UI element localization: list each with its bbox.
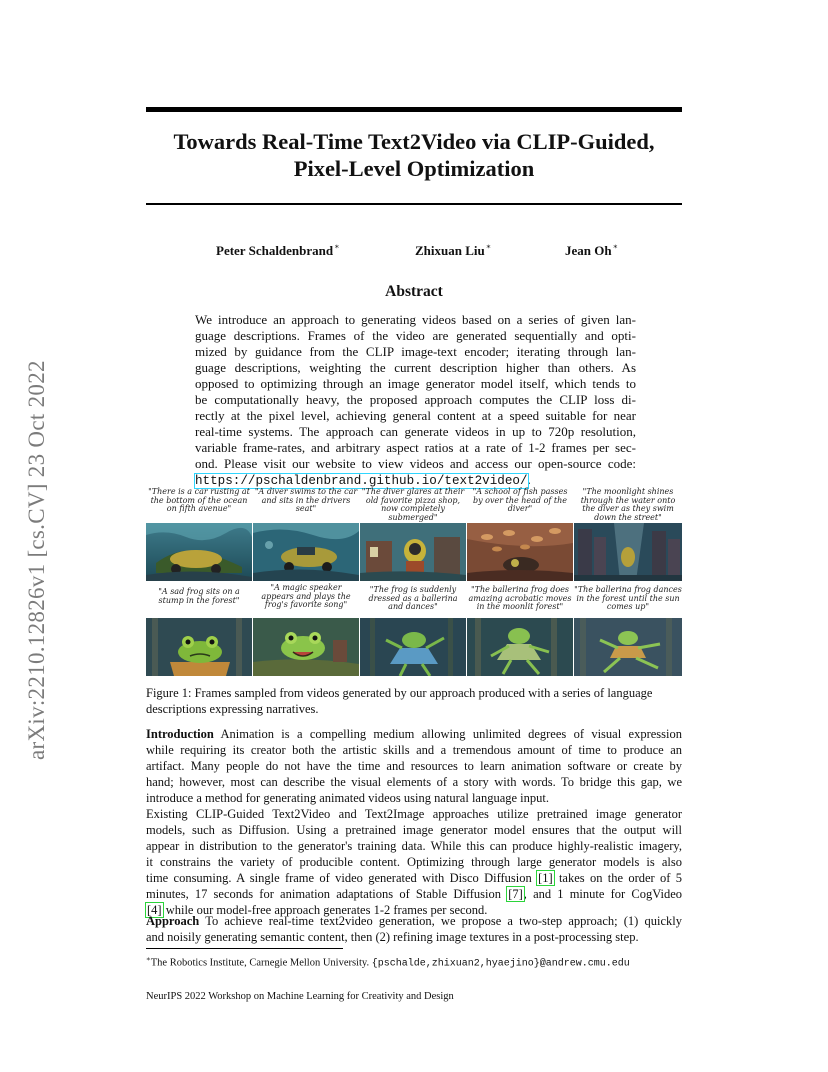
intro-text: Animation is a compelling medium allowing unlimited degrees of visual expression: [213, 727, 682, 741]
frame-caption: "The ballerina frog does amazing acrobatic moves in the moonlit forest": [468, 585, 572, 611]
citation-link[interactable]: [7]: [508, 887, 523, 901]
footnote: [146, 953, 682, 971]
video-frame-frog-acrobatic: [467, 618, 573, 676]
abstract-line: mized by guidance from the CLIP image-text encoder; iterating through lan-: [195, 344, 636, 359]
approach-line: and noisily generating semantic content, then (2) refining image textures in a post-processing step.: [146, 930, 639, 944]
figure-1-caption: Figure 1: Frames sampled from videos generated by our approach produced with a series of language descriptions expressing narratives.: [146, 686, 653, 716]
existing-work-paragraph: [146, 806, 682, 918]
video-frame-diver-car: [253, 523, 359, 581]
author-mark: ∗: [334, 242, 340, 251]
author-mark: ∗: [612, 242, 619, 251]
abstract-line: ond. Please visit our website to view videos and access our open-source code:: [195, 456, 636, 471]
frame-caption: "There is a car rusting at the bottom of the ocean on fifth avenue": [148, 487, 250, 513]
intro-line: hand; however, most can describe the visual elements of a story with words. To bridge this gap, we: [146, 775, 682, 789]
author-name: Zhixuan Liu: [415, 243, 485, 258]
paper-title: [146, 128, 682, 182]
intro-paragraph: [146, 726, 682, 806]
author-3: [565, 243, 618, 259]
video-frame-sad-frog: [146, 618, 252, 676]
video-frame-fish-school: [467, 523, 573, 581]
abstract-line: variable frame-rates, and arbitrary aspect ratios at a rate of 1-2 frames per sec-: [195, 440, 636, 455]
frame-caption: "The moonlight shines through the water onto the diver as they swim down the street": [580, 487, 676, 522]
abstract-line: opposed to optimizing through an image generator model itself, which tends to: [195, 376, 636, 391]
body-text: , and 1 minute for CogVideo: [523, 887, 682, 901]
title-top-rule: [146, 107, 682, 112]
video-frame-frog-speaker: [253, 618, 359, 676]
body-line: it constrains the variety of producible content. Optimizing through large generator models is also: [146, 855, 682, 869]
citation-link[interactable]: [4]: [147, 903, 162, 917]
body-line: models, such as Diffusion. Using a pretrained image generator model ensures that the output will: [146, 823, 682, 837]
abstract-heading: Abstract: [385, 283, 443, 300]
citation-link[interactable]: [1]: [538, 871, 553, 885]
video-frame-car-underwater: [146, 523, 252, 581]
frame-caption: "A magic speaker appears and plays the frog's favorite song": [261, 583, 351, 609]
author-2: [415, 243, 491, 259]
venue-line: NeurIPS 2022 Workshop on Machine Learning for Creativity and Design: [146, 991, 454, 1002]
abstract-line: guage descriptions. Frames of the video are generated sequentially and opti-: [195, 328, 636, 343]
body-text: minutes, 17 seconds for animation adaptations of Stable Diffusion: [146, 887, 508, 901]
frame-caption: "The diver glares at their old favorite pizza shop, now completely submerged": [361, 487, 465, 522]
frame-caption: "A school of fish passes by over the head of the diver": [472, 487, 568, 513]
abstract-line: real-time systems. The approach can generate videos in up to 720p resolution,: [195, 424, 636, 439]
author-name: Peter Schaldenbrand: [216, 243, 334, 258]
title-bottom-rule: [146, 203, 682, 205]
approach-line: [146, 913, 682, 929]
title-line-2: Pixel-Level Optimization: [293, 156, 535, 181]
body-text: while our model-free approach generates 1-2 frames per second.: [162, 903, 488, 917]
body-text: time consuming. A single frame of video generated with Disco Diffusion: [146, 871, 538, 885]
approach-paragraph: [146, 913, 682, 945]
title-line-1: Towards Real-Time Text2Video via CLIP-Guided,: [173, 129, 655, 154]
abstract-line: We introduce an approach to generating videos based on a series of given lan-: [195, 312, 636, 327]
abstract-line: rectly at the pixel level, achieving general content at a speed suitable for near: [195, 408, 636, 423]
approach-text: To achieve real-time text2video generation, we propose a two-step approach; (1) quickly: [199, 914, 682, 928]
footnote-rule: [146, 948, 343, 949]
intro-line: introduce a method for generating animated videos using natural language input.: [146, 791, 550, 805]
video-frame-frog-sunrise: [574, 618, 682, 676]
frame-caption: "The ballerina frog dances in the forest until the sun comes up": [574, 585, 682, 611]
approach-heading: Approach: [146, 914, 200, 928]
footnote-emails: {pschalde,zhixuan2,hyaejino}@andrew.cmu.edu: [371, 958, 630, 970]
body-line: Existing CLIP-Guided Text2Video and Text2Image approaches utilize pretrained image generator: [146, 807, 682, 821]
intro-line: while requiring its creator both the artistic skills and a tremendous amount of time to produce an: [146, 743, 682, 757]
frame-caption: "The frog is suddenly dressed as a ballerina and dances": [368, 585, 458, 611]
video-frame-frog-ballerina: [360, 618, 466, 676]
project-url-link[interactable]: https://pschaldenbrand.github.io/text2video/: [195, 474, 528, 488]
abstract-body: [195, 312, 636, 489]
footnote-text: The Robotics Institute, Carnegie Mellon University.: [150, 957, 372, 969]
abstract-line: be computationally heavy, the proposed approach computes the CLIP loss di-: [195, 392, 636, 407]
intro-line: [146, 726, 682, 742]
body-line: [146, 886, 682, 902]
intro-line: artifact. Many people do not have the time and resources to learn animation software or create by: [146, 759, 682, 773]
footnote-mark: ∗: [146, 955, 151, 963]
frame-caption: "A sad frog sits on a stump in the forest": [158, 587, 240, 605]
author-1: [216, 243, 340, 259]
author-name: Jean Oh: [565, 243, 612, 258]
arxiv-stamp-text: arXiv:2210.12826v1 [cs.CV] 23 Oct 2022: [24, 360, 49, 760]
body-line: appear in distribution to the generator's training data. While this can produce highly-realistic imagery,: [146, 839, 682, 853]
video-frame-moonlight-street: [574, 523, 682, 581]
author-mark: ∗: [485, 242, 492, 251]
body-text: takes on the order of 5: [553, 871, 682, 885]
arxiv-stamp: [20, 290, 56, 760]
frame-caption: "A diver swims to the car and sits in the drivers seat": [254, 487, 358, 513]
video-frame-diver-pizza-shop: [360, 523, 466, 581]
body-line: [146, 870, 682, 886]
figure-1: [146, 486, 682, 676]
abstract-url-tail: .: [527, 472, 531, 487]
intro-heading: Introduction: [146, 727, 214, 741]
abstract-line: guage descriptions, weighting the current description higher than others. As: [195, 360, 636, 375]
